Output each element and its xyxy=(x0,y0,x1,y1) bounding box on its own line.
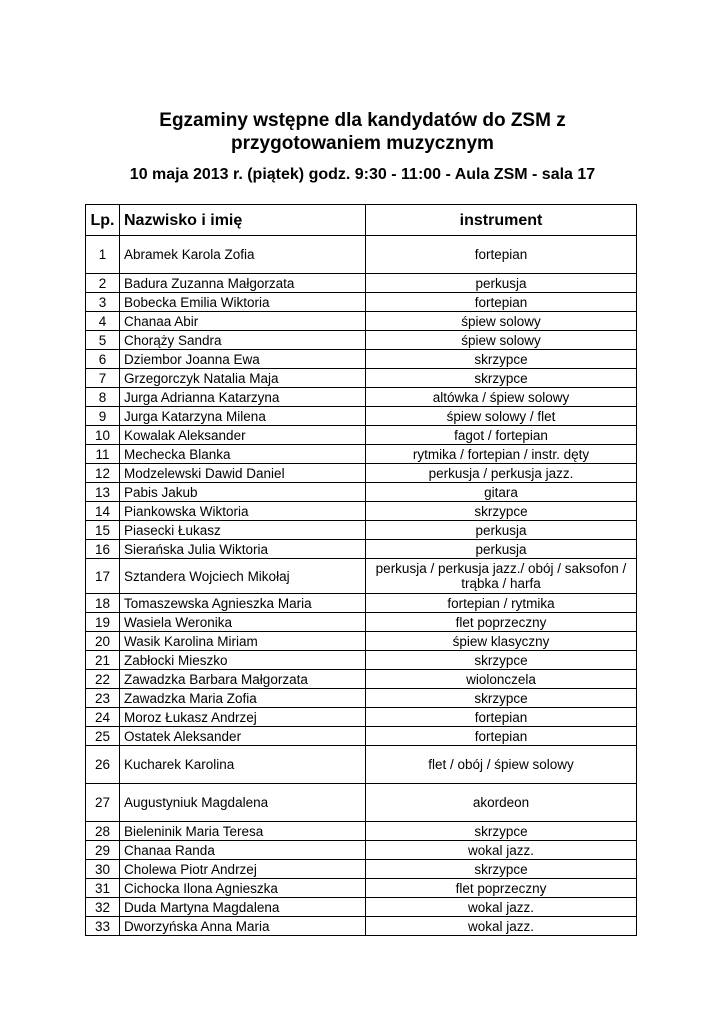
table-row xyxy=(86,632,637,651)
table-row xyxy=(86,746,637,784)
candidate-name: Chanaa Randa xyxy=(120,841,366,860)
row-number: 4 xyxy=(86,312,120,331)
candidates-table xyxy=(85,204,637,936)
table-row xyxy=(86,350,637,369)
table-row xyxy=(86,388,637,407)
instrument: skrzypce xyxy=(366,822,637,841)
instrument: perkusja xyxy=(366,540,637,559)
instrument: fortepian xyxy=(366,708,637,727)
exam-date-subtitle: 10 maja 2013 r. (piątek) godz. 9:30 - 11:00 - Aula ZSM - sala 17 xyxy=(129,166,596,183)
row-number: 14 xyxy=(86,502,120,521)
table-row xyxy=(86,841,637,860)
column-header-name: Nazwisko i imię xyxy=(120,205,366,236)
candidate-name: Chanaa Abir xyxy=(120,312,366,331)
table-row xyxy=(86,540,637,559)
table-row xyxy=(86,369,637,388)
instrument: flet poprzeczny xyxy=(366,613,637,632)
candidate-name: Modzelewski Dawid Daniel xyxy=(120,464,366,483)
candidate-name: Sztandera Wojciech Mikołaj xyxy=(120,559,366,594)
candidate-name: Jurga Adrianna Katarzyna xyxy=(120,388,366,407)
instrument: rytmika / fortepian / instr. dęty xyxy=(366,445,637,464)
column-header-lp: Lp. xyxy=(86,205,120,236)
table-row xyxy=(86,860,637,879)
row-number: 32 xyxy=(86,898,120,917)
candidate-name: Wasiela Weronika xyxy=(120,613,366,632)
instrument: skrzypce xyxy=(366,651,637,670)
table-header-row xyxy=(86,205,637,236)
row-number: 13 xyxy=(86,483,120,502)
row-number: 29 xyxy=(86,841,120,860)
row-number: 10 xyxy=(86,426,120,445)
row-number: 33 xyxy=(86,917,120,936)
instrument: fagot / fortepian xyxy=(366,426,637,445)
table-row xyxy=(86,407,637,426)
instrument: perkusja / perkusja jazz./ obój / saksofon / trąbka / harfa xyxy=(366,559,637,594)
row-number: 26 xyxy=(86,746,120,784)
instrument: fortepian xyxy=(366,293,637,312)
row-number: 7 xyxy=(86,369,120,388)
row-number: 3 xyxy=(86,293,120,312)
instrument: fortepian / rytmika xyxy=(366,594,637,613)
candidate-name: Mechecka Blanka xyxy=(120,445,366,464)
row-number: 27 xyxy=(86,784,120,822)
instrument: altówka / śpiew solowy xyxy=(366,388,637,407)
table-row xyxy=(86,483,637,502)
table-row xyxy=(86,708,637,727)
row-number: 11 xyxy=(86,445,120,464)
candidate-name: Bieleninik Maria Teresa xyxy=(120,822,366,841)
candidate-name: Zabłocki Mieszko xyxy=(120,651,366,670)
instrument: śpiew solowy xyxy=(366,331,637,350)
table-row xyxy=(86,727,637,746)
table-row xyxy=(86,594,637,613)
row-number: 25 xyxy=(86,727,120,746)
candidate-name: Dworzyńska Anna Maria xyxy=(120,917,366,936)
table-row xyxy=(86,445,637,464)
instrument: flet / obój / śpiew solowy xyxy=(366,746,637,784)
instrument: skrzypce xyxy=(366,350,637,369)
instrument: śpiew solowy xyxy=(366,312,637,331)
row-number: 6 xyxy=(86,350,120,369)
instrument: skrzypce xyxy=(366,502,637,521)
table-row xyxy=(86,689,637,708)
row-number: 23 xyxy=(86,689,120,708)
candidate-name: Ostatek Aleksander xyxy=(120,727,366,746)
row-number: 15 xyxy=(86,521,120,540)
candidate-name: Zawadzka Barbara Małgorzata xyxy=(120,670,366,689)
table-row xyxy=(86,293,637,312)
table-row xyxy=(86,274,637,293)
candidate-name: Moroz Łukasz Andrzej xyxy=(120,708,366,727)
row-number: 12 xyxy=(86,464,120,483)
row-number: 1 xyxy=(86,236,120,274)
page-title-line-2: przygotowaniem muzycznym xyxy=(231,133,494,154)
instrument: skrzypce xyxy=(366,689,637,708)
table-row xyxy=(86,426,637,445)
candidate-name: Cholewa Piotr Andrzej xyxy=(120,860,366,879)
row-number: 9 xyxy=(86,407,120,426)
candidate-name: Chorąży Sandra xyxy=(120,331,366,350)
instrument: śpiew klasyczny xyxy=(366,632,637,651)
table-row xyxy=(86,670,637,689)
instrument: perkusja / perkusja jazz. xyxy=(366,464,637,483)
instrument: skrzypce xyxy=(366,369,637,388)
instrument: flet poprzeczny xyxy=(366,879,637,898)
row-number: 30 xyxy=(86,860,120,879)
table-row xyxy=(86,613,637,632)
table-row xyxy=(86,898,637,917)
row-number: 22 xyxy=(86,670,120,689)
table-row xyxy=(86,651,637,670)
candidate-name: Kucharek Karolina xyxy=(120,746,366,784)
candidate-name: Duda Martyna Magdalena xyxy=(120,898,366,917)
instrument: skrzypce xyxy=(366,860,637,879)
instrument: wokal jazz. xyxy=(366,917,637,936)
row-number: 31 xyxy=(86,879,120,898)
candidate-name: Kowalak Aleksander xyxy=(120,426,366,445)
candidate-name: Abramek Karola Zofia xyxy=(120,236,366,274)
candidate-name: Piasecki Łukasz xyxy=(120,521,366,540)
row-number: 21 xyxy=(86,651,120,670)
table-row xyxy=(86,312,637,331)
candidate-name: Grzegorczyk Natalia Maja xyxy=(120,369,366,388)
candidate-name: Badura Zuzanna Małgorzata xyxy=(120,274,366,293)
column-header-instrument: instrument xyxy=(366,205,637,236)
candidate-name: Wasik Karolina Miriam xyxy=(120,632,366,651)
table-row xyxy=(86,879,637,898)
instrument: perkusja xyxy=(366,274,637,293)
table-row xyxy=(86,236,637,274)
row-number: 28 xyxy=(86,822,120,841)
row-number: 20 xyxy=(86,632,120,651)
table-row xyxy=(86,559,637,594)
candidate-name: Dziembor Joanna Ewa xyxy=(120,350,366,369)
table-row xyxy=(86,521,637,540)
candidate-name: Zawadzka Maria Zofia xyxy=(120,689,366,708)
row-number: 8 xyxy=(86,388,120,407)
candidate-name: Pabis Jakub xyxy=(120,483,366,502)
instrument: akordeon xyxy=(366,784,637,822)
instrument: wokal jazz. xyxy=(366,898,637,917)
instrument: fortepian xyxy=(366,727,637,746)
row-number: 17 xyxy=(86,559,120,594)
row-number: 24 xyxy=(86,708,120,727)
page-title-line-1: Egzaminy wstępne dla kandydatów do ZSM z xyxy=(159,110,566,131)
candidate-name: Piankowska Wiktoria xyxy=(120,502,366,521)
instrument: perkusja xyxy=(366,521,637,540)
table-row xyxy=(86,502,637,521)
table-row xyxy=(86,784,637,822)
candidate-name: Jurga Katarzyna Milena xyxy=(120,407,366,426)
instrument: śpiew solowy / flet xyxy=(366,407,637,426)
instrument: gitara xyxy=(366,483,637,502)
instrument: wiolonczela xyxy=(366,670,637,689)
row-number: 19 xyxy=(86,613,120,632)
table-row xyxy=(86,917,637,936)
row-number: 18 xyxy=(86,594,120,613)
candidate-name: Augustyniuk Magdalena xyxy=(120,784,366,822)
candidate-name: Sierańska Julia Wiktoria xyxy=(120,540,366,559)
candidate-name: Tomaszewska Agnieszka Maria xyxy=(120,594,366,613)
candidate-name: Cichocka Ilona Agnieszka xyxy=(120,879,366,898)
row-number: 5 xyxy=(86,331,120,350)
row-number: 16 xyxy=(86,540,120,559)
row-number: 2 xyxy=(86,274,120,293)
instrument: fortepian xyxy=(366,236,637,274)
table-row xyxy=(86,464,637,483)
candidate-name: Bobecka Emilia Wiktoria xyxy=(120,293,366,312)
instrument: wokal jazz. xyxy=(366,841,637,860)
table-row xyxy=(86,331,637,350)
table-row xyxy=(86,822,637,841)
